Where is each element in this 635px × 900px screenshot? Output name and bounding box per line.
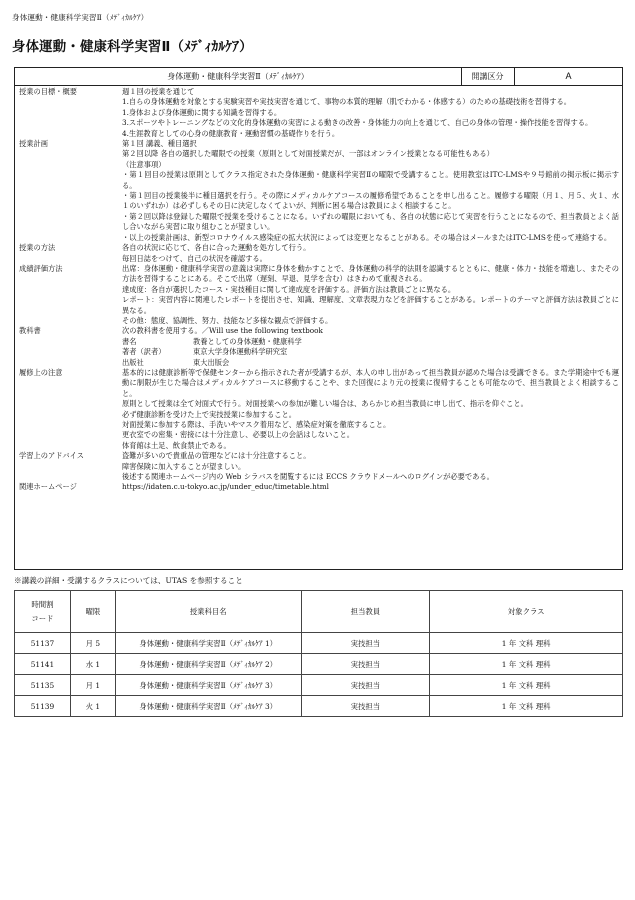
- col-target: 対象クラス: [430, 591, 623, 633]
- textbook-items: [122, 337, 619, 368]
- section-group-2: [19, 368, 619, 493]
- section-content: [122, 451, 619, 482]
- section-content: [122, 326, 619, 368]
- section-line: 対面授業に参加する際は、手洗いやマスク着用など、感染症対策を徹底すること。: [122, 420, 391, 429]
- section-line: 第２回以降 各自の選択した曜限での授業（原則として対面授業だが、一部はオンライン授業となる可能性もある）: [122, 149, 494, 159]
- cell-teacher: 実技担当: [301, 675, 430, 696]
- table-row: [15, 696, 623, 717]
- cell-target: 1 年 文科 理科: [430, 696, 623, 717]
- section-line: 1.自らの身体運動を対象とする実験実習や実技実習を通じて、事物の本質的理解（肌でわかる・体感する）のための基礎技術を習得する。: [122, 97, 572, 107]
- section-line: 必ず健康診断を受けた上で実技授業に参加すること。: [122, 409, 297, 419]
- section-group-1: [19, 87, 619, 326]
- section-row: [19, 139, 619, 243]
- section-line: 1.身体および身体運動に関する知識を習得する。: [122, 107, 282, 117]
- section-row: [19, 451, 619, 482]
- textbook-item: [122, 347, 619, 357]
- section-row: [19, 368, 619, 451]
- syllabus-body: [19, 87, 619, 493]
- section-line: ・第１回目の授業は原則としてクラス指定された身体運動・健康科学実習Ⅱの曜限で受講すること。使用教室はITC-LMSや９号館前の掲示板に掲示する。: [122, 170, 619, 190]
- section-line: https://idaten.c.u-tokyo.ac.jp/under_educ/timetable.html: [122, 482, 329, 492]
- textbook-item: [122, 337, 619, 347]
- category-value: A: [565, 71, 572, 81]
- section-line: 盗難が多いので貴重品の管理などには十分注意すること。: [122, 451, 311, 461]
- section-line: 出席：身体運動・健康科学実習の意義は実際に身体を動かすことで、身体運動の科学的法則を認識するとともに、健康・体力・技能を増進し、またその方法を習得することにある。そこで出席（遅刻、早退、見学を含む）はきわめて重視される。: [122, 263, 619, 284]
- textbook-item-value: 東京大学身体運動科学研究室: [193, 347, 288, 357]
- cell-subject: 身体運動・健康科学実習Ⅱ（ﾒﾃﾞｨｶﾙｹｱ 1）: [115, 633, 301, 654]
- class-table-body: [15, 633, 623, 717]
- section-row: [19, 264, 619, 326]
- cell-subject: 身体運動・健康科学実習Ⅱ（ﾒﾃﾞｨｶﾙｹｱ 2）: [115, 654, 301, 675]
- section-line: 体育館は土足、飲食禁止である。: [122, 440, 231, 450]
- class-table: [14, 590, 623, 717]
- table-row: [15, 654, 623, 675]
- section-row: [19, 87, 619, 139]
- section-line: 障害保険に加入することが望ましい。: [122, 461, 246, 471]
- section-line: 達成度：各自が選択したコース・実技種目に関して達成度を評価する。評価方法は教員ごとに異なる。: [122, 284, 456, 294]
- section-line: 各自の状況に応じて、各自に合った運動を処方して行う。: [122, 243, 311, 253]
- cell-period: 月 5: [70, 633, 115, 654]
- cell-target: 1 年 文科 理科: [430, 675, 623, 696]
- textbook-item-value: 東大出版会: [193, 357, 230, 367]
- cell-period: 火 1: [70, 696, 115, 717]
- section-label: 授業の目標・概要: [19, 87, 78, 96]
- cell-teacher: 実技担当: [301, 633, 430, 654]
- course-name: 身体運動・健康科学実習Ⅱ（ﾒﾃﾞｨｶﾙｹｱ）: [15, 68, 462, 85]
- cell-code: 51141: [15, 654, 71, 675]
- section-line: レポート：実習内容に関連したレポートを提出させ、知識、理解度、文章表現力などを評価することがある。レポートのテーマと評価方法は教員ごとに異なる。: [122, 295, 619, 315]
- cell-period: 月 1: [70, 675, 115, 696]
- utas-note: ※講義の詳細・受講するクラスについては、UTAS を参照すること: [14, 576, 243, 585]
- cell-code: 51139: [15, 696, 71, 717]
- section-line: 基本的には健康診断等で保健センターから指示された者が受講するが、本人の申し出があって担当教員が認めた場合は受講できる。また学期途中でも運動に制限が生じた場合はメディカルケアコースに移動することや、また回復により元の授業に復帰することも可能なので、担当教員とよく相談すること。: [122, 367, 619, 398]
- textbook-item-key: 書名: [122, 336, 137, 346]
- cell-code: 51135: [15, 675, 71, 696]
- col-code-bottom: コード: [31, 613, 54, 623]
- section-line: 更衣室での密集・密接には十分注意し、必要以上の会話はしないこと。: [122, 430, 355, 440]
- section-line: 毎回日誌をつけて、自己の状況を確認する。: [122, 253, 267, 263]
- section-label: 教科書: [19, 326, 41, 336]
- col-code-top: 時間割: [31, 599, 54, 609]
- textbook-item-key: 著者（訳者）: [122, 347, 166, 357]
- section-line: ・以上の授業計画は、新型コロナウイルス感染症の拡大状況によっては変更となることがある。その場合はメールまたはITC-LMSを使って連絡する。: [122, 232, 612, 242]
- cell-target: 1 年 文科 理科: [430, 654, 623, 675]
- section-line: ・第２回以降は登録した曜限で授業を受けることになる。いずれの曜限においても、各自の状態に応じて実習を行うことになるので、担当教員とよく話し合いながら実習に取り組むことが望ましい。: [122, 211, 619, 232]
- table-row: [15, 675, 623, 696]
- table-header-row: [15, 591, 623, 633]
- section-label: 履修上の注意: [19, 367, 63, 377]
- col-period: 曜限: [70, 591, 115, 633]
- section-line: 4.生涯教育としての心身の健康教育・運動習慣の基礎作りを行う。: [122, 128, 340, 138]
- section-label: 関連ホームページ: [19, 482, 77, 492]
- page-title: 身体運動・健康科学実習Ⅱ（ﾒﾃﾞｨｶﾙｹｱ）: [12, 40, 253, 55]
- section-line: 3.スポーツやトレーニングなどの文化的身体運動の実習による動きの改善・身体能力の向上を通じて、自己の身体の管理・操作技能を習得する。: [122, 118, 593, 128]
- section-line: （注意事項）: [122, 159, 166, 169]
- cell-subject: 身体運動・健康科学実習Ⅱ（ﾒﾃﾞｨｶﾙｹｱ 3）: [115, 696, 301, 717]
- section-row: [19, 243, 619, 264]
- section-line: 週１回の授業を通じて: [122, 87, 195, 96]
- textbook-item-key: 出版社: [122, 357, 144, 367]
- cell-code: 51137: [15, 633, 71, 654]
- col-teacher: 担当教員: [301, 591, 430, 633]
- running-header: 身体運動・健康科学実習Ⅱ（ﾒﾃﾞｨｶﾙｹｱ）: [12, 13, 149, 22]
- section-line: ・第１回目の授業後半に種目選択を行う。その際にメディカルケアコースの履修希望であることを申し出ること。履修する曜限（月１、月５、火１、水１のいずれか）は必ずしもその日に決定しなくてよいが、判断に困る場合は教員によく相談すること。: [122, 191, 619, 211]
- syllabus-frame: [14, 67, 623, 570]
- section-label: 成績評価方法: [19, 263, 63, 273]
- section-content: [122, 87, 619, 139]
- table-row: [15, 633, 623, 654]
- textbook-item: [122, 358, 619, 368]
- cell-teacher: 実技担当: [301, 654, 430, 675]
- section-row: [19, 482, 619, 492]
- course-header: [15, 68, 622, 86]
- section-content: [122, 243, 619, 264]
- textbook-item-value: 教養としての身体運動・健康科学: [193, 336, 302, 346]
- col-subject: 授業科目名: [115, 591, 301, 633]
- cell-target: 1 年 文科 理科: [430, 633, 623, 654]
- section-content: [122, 264, 619, 326]
- cell-period: 水 1: [70, 654, 115, 675]
- section-line: 後述する関連ホームページ内の Web シラバスを閲覧するには ECCS クラウドメールへのログインが必要である。: [122, 472, 494, 482]
- section-label: 授業の方法: [19, 243, 56, 253]
- section-label: 学習上のアドバイス: [19, 451, 85, 461]
- col-code: [15, 591, 71, 633]
- category-label: 開講区分: [461, 68, 515, 85]
- section-line: 第１回 講義、種目選択: [122, 139, 197, 149]
- section-content: [122, 482, 619, 492]
- section-line: その他：態度、協調性、努力、技能など多様な観点で評価する。: [122, 315, 333, 325]
- section-textbook: [19, 326, 619, 368]
- section-content: [122, 139, 619, 243]
- section-label: 授業計画: [19, 139, 49, 149]
- textbook-intro: 次の教科書を使用する。／Will use the following textbook: [122, 326, 323, 336]
- cell-subject: 身体運動・健康科学実習Ⅱ（ﾒﾃﾞｨｶﾙｹｱ 3）: [115, 675, 301, 696]
- section-line: 原則として授業は全て対面式で行う。対面授業への参加が難しい場合は、あらかじめ担当教員に申し出て、指示を仰ぐこと。: [122, 399, 528, 409]
- section-content: [122, 368, 619, 451]
- cell-teacher: 実技担当: [301, 696, 430, 717]
